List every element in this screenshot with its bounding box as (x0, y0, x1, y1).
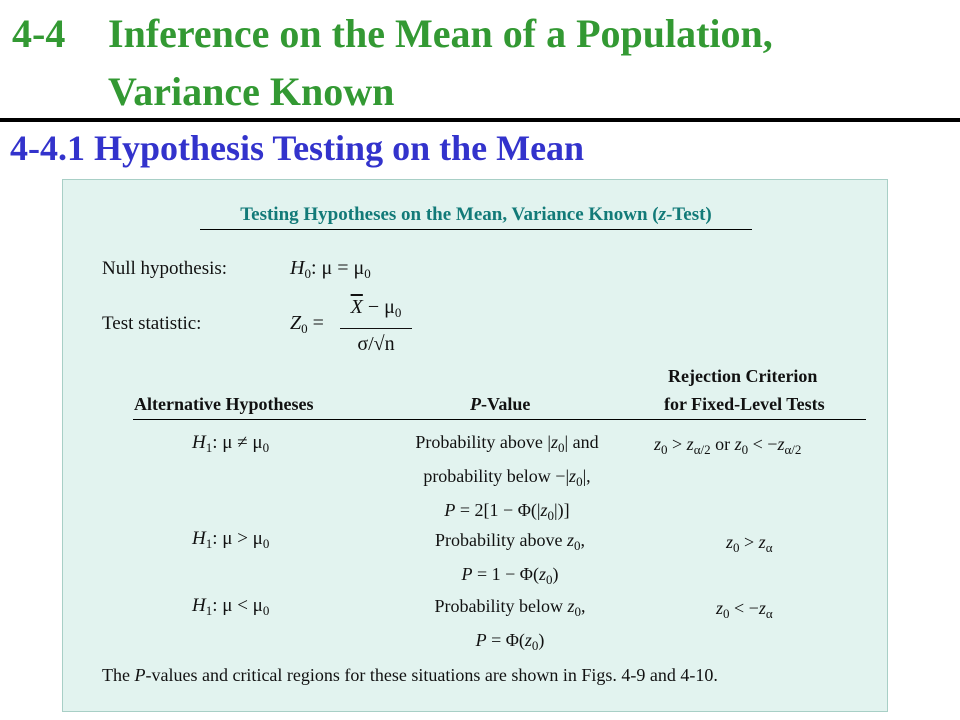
column-header-rejection-2: for Fixed-Level Tests (664, 394, 825, 414)
table-header-rule (133, 419, 866, 420)
title-line-1: Inference on the Mean of a Population, (108, 11, 773, 56)
subsection-title: 4-4.1 Hypothesis Testing on the Mean (10, 128, 585, 168)
title-line-2: Variance Known (108, 69, 395, 114)
table-row-2-criterion: $z_0 > z_\alpha$ (726, 532, 773, 555)
null-hypothesis-label: Null hypothesis: (102, 258, 228, 279)
column-header-alternative: Alternative Hypotheses (134, 394, 314, 414)
table-row-1-criterion: $z_0 > z_{\alpha/2}$ or $z_0 < -z_{\alpha/2}$ (654, 434, 802, 457)
table-row-3-criterion: $z_0 < -z_\alpha$ (716, 598, 773, 621)
table-row-3-pvalue: Probability below $z_0$, $P = \Phi(z_0)$ (434, 596, 586, 653)
test-statistic-fraction: $\overline{X} - \mu_0$ σ/√n (338, 294, 414, 357)
table-row-3-hypothesis: $H_1$: $\mu < \mu_0$ (192, 595, 270, 618)
title-divider (0, 118, 960, 122)
test-statistic-lhs: $Z_0$ = (290, 312, 324, 336)
box-footnote: The P-values and critical regions for these situations are shown in Figs. 4-9 and 4-10. (102, 665, 718, 685)
box-heading: Testing Hypotheses on the Mean, Variance Known (z-Test) (240, 204, 712, 225)
table-row-1-hypothesis: $H_1$: $\mu \ne \mu_0$ (192, 432, 270, 455)
column-header-pvalue: P-Value (470, 394, 531, 414)
test-statistic-label: Test statistic: (102, 313, 202, 334)
section-number: 4-4 (12, 11, 66, 56)
column-header-rejection: Rejection Criterion (668, 366, 818, 386)
box-heading-underline (200, 229, 752, 230)
table-row-2-pvalue: Probability above $z_0$, $P = 1 - \Phi(z_0)$ (435, 530, 585, 587)
table-row-1-pvalue: Probability above $|z_0|$ and probability below $-|z_0|$, $P = 2[1 - \Phi(|z_0|)]$ (415, 432, 599, 523)
null-hypothesis-formula: $H_0$: $\mu = \mu_0$ (290, 257, 371, 281)
table-row-2-hypothesis: $H_1$: $\mu > \mu_0$ (192, 528, 270, 551)
